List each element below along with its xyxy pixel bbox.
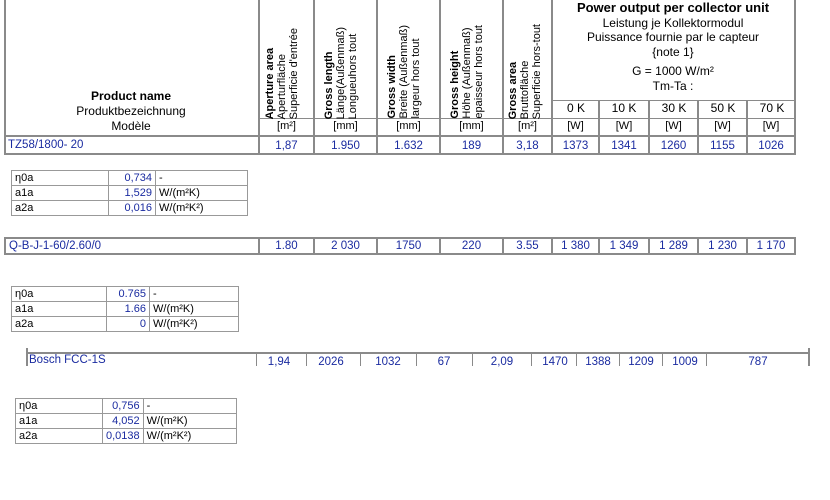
product-name-title: Product name (90, 89, 171, 103)
grid-tick (619, 352, 620, 366)
param-unit: - (143, 399, 236, 414)
unit-label: [W] (665, 120, 682, 132)
power-value: 787 (748, 356, 768, 368)
param-unit: W/(m²K²) (150, 317, 239, 332)
row-top-line (4, 237, 796, 239)
param-label: a1a (16, 414, 103, 429)
grid-tick (662, 352, 663, 366)
power-value: 1260 (660, 140, 687, 152)
product-name-de: Produktbezeichnung (76, 104, 186, 118)
unit-label: [m²] (277, 120, 296, 132)
param-label: η0a (16, 399, 103, 414)
param-value: 4,052 (103, 414, 144, 429)
power-title: Power output per collector unit (576, 0, 770, 15)
table-row (12, 302, 239, 317)
unit-label: [W] (615, 120, 633, 132)
param-label: a2a (16, 429, 103, 444)
gross-width-value: 1750 (395, 240, 422, 252)
unit-label: [mm] (459, 120, 484, 132)
power-value: 1 349 (609, 240, 639, 252)
gross-area-value: 2,09 (490, 356, 514, 368)
k-label: 0 K (566, 101, 585, 115)
param-value: 0.765 (107, 287, 150, 302)
unit-label: [mm] (333, 120, 358, 132)
col-fr: Superficie hors-tout (531, 23, 543, 119)
power-tmta: Tm-Ta : (652, 78, 694, 93)
param-label: a2a (12, 201, 109, 216)
power-value: 1009 (672, 356, 698, 368)
col-de: Breite (Außenmaß) (398, 25, 410, 119)
gross-width-header (386, 25, 422, 119)
col-de: Länge(Außenmaß) (335, 26, 347, 119)
row-line (26, 352, 810, 354)
param-unit: W/(m²K) (143, 414, 236, 429)
col-de: Höhe (Außenmaß) (461, 27, 473, 119)
param-label: η0a (12, 287, 107, 302)
table-row (12, 317, 239, 332)
header-bottom-line (4, 135, 796, 137)
param-value: 0 (107, 317, 150, 332)
gross-width-value: 1.632 (394, 140, 423, 152)
k-label: 70 K (759, 101, 785, 115)
param-label: η0a (12, 171, 109, 186)
param-unit: W/(m²K²) (156, 201, 248, 216)
grid-line (794, 0, 796, 155)
power-fr: Puissance fournie par le capteur (586, 30, 760, 44)
grid-tick (306, 352, 307, 366)
unit-label: [W] (714, 120, 731, 132)
table-row (16, 429, 237, 444)
aperture-area-value: 1.80 (275, 240, 298, 252)
parameter-table (15, 398, 237, 444)
k-label: 50 K (710, 101, 736, 115)
col-de: Bruttofläche (519, 60, 531, 119)
col-title: Gross width (386, 55, 398, 119)
gross-length-header (323, 27, 359, 119)
table-row (12, 171, 248, 186)
power-value: 1209 (628, 356, 654, 368)
product-name: TZ58/1800- 20 (8, 139, 84, 151)
table-row (16, 399, 237, 414)
power-value: 1026 (758, 140, 784, 152)
power-de: Leistung je Kollektormodul (602, 15, 744, 30)
power-value: 1 289 (659, 240, 688, 252)
param-value: 1,529 (109, 186, 156, 201)
table-row (12, 287, 239, 302)
power-value: 1 380 (561, 240, 590, 252)
grid-tick (256, 352, 257, 366)
power-value: 1388 (585, 356, 611, 368)
param-value: 0,734 (109, 171, 156, 186)
gross-length-value: 2 030 (331, 240, 360, 252)
param-value: 1.66 (107, 302, 150, 317)
k-label: 10 K (611, 101, 637, 115)
aperture-area-value: 1,87 (275, 140, 298, 152)
parameter-table (11, 286, 239, 332)
product-name-header (6, 89, 256, 134)
aperture-area-value: 1,94 (267, 356, 291, 368)
param-unit: - (150, 287, 239, 302)
k-label: 30 K (661, 101, 687, 115)
power-note: {note 1} (652, 44, 694, 59)
grid-tick (416, 352, 417, 366)
table-row (16, 414, 237, 429)
row-bottom-line (4, 253, 796, 255)
power-value: 1155 (710, 140, 735, 152)
col-fr: epaisseur hors tout (473, 25, 485, 119)
table-row (12, 201, 248, 216)
param-value: 0,756 (103, 399, 144, 414)
col-title: Gross area (507, 61, 519, 119)
param-label: a1a (12, 186, 109, 201)
product-name: Q-B-J-1-60/2.60/0 (9, 240, 102, 252)
grid-tick (360, 352, 361, 366)
unit-label: [m²] (518, 120, 537, 132)
unit-label: [mm] (396, 120, 421, 132)
grid-tick (706, 352, 707, 366)
power-value: 1 170 (756, 240, 786, 252)
gross-height-value: 67 (437, 356, 451, 368)
param-label: a2a (12, 317, 107, 332)
col-fr: Superficie d'entrée (288, 27, 300, 119)
power-output-header (553, 1, 793, 93)
grid-line (26, 348, 28, 366)
gross-area-value: 3,18 (516, 140, 539, 152)
gross-area-header (507, 24, 543, 119)
col-title: Gross length (323, 51, 335, 119)
col-fr: Longueuhors tout (347, 33, 359, 119)
power-value: 1373 (562, 140, 589, 152)
param-value: 0,016 (109, 201, 156, 216)
gross-length-value: 1.950 (331, 140, 360, 152)
row-bottom-line (4, 153, 796, 155)
col-de: Aperturfläche (276, 53, 288, 119)
power-g: G = 1000 W/m² (632, 64, 714, 78)
product-name: Bosch FCC-1S (29, 354, 106, 366)
power-value: 1 230 (708, 240, 737, 252)
product-name-fr: Modèle (111, 119, 151, 133)
param-unit: W/(m²K) (156, 186, 248, 201)
param-value: 0,0138 (103, 429, 144, 444)
gross-height-value: 220 (461, 240, 482, 252)
gross-height-header (449, 25, 485, 119)
gross-area-value: 3.55 (516, 240, 539, 252)
table-row (12, 186, 248, 201)
grid-tick (576, 352, 577, 366)
unit-label: [W] (762, 120, 780, 132)
col-title: Gross height (449, 51, 461, 119)
grid-tick (472, 352, 473, 366)
param-label: a1a (12, 302, 107, 317)
grid-line (794, 237, 796, 255)
col-fr: largeur hors tout (410, 38, 422, 119)
aperture-area-header (264, 28, 300, 119)
grid-line (808, 348, 810, 366)
power-value: 1470 (542, 356, 568, 368)
grid-tick (531, 352, 532, 366)
col-title: Aperture area (264, 47, 276, 119)
gross-length-value: 2026 (318, 356, 344, 368)
param-unit: W/(m²K²) (143, 429, 236, 444)
unit-label: [W] (567, 120, 584, 132)
param-unit: W/(m²K) (150, 302, 239, 317)
parameter-table (11, 170, 248, 216)
power-value: 1341 (611, 140, 637, 152)
gross-height-value: 189 (461, 140, 482, 152)
grid-line (4, 237, 6, 255)
gross-width-value: 1032 (375, 356, 401, 368)
param-unit: - (156, 171, 248, 186)
